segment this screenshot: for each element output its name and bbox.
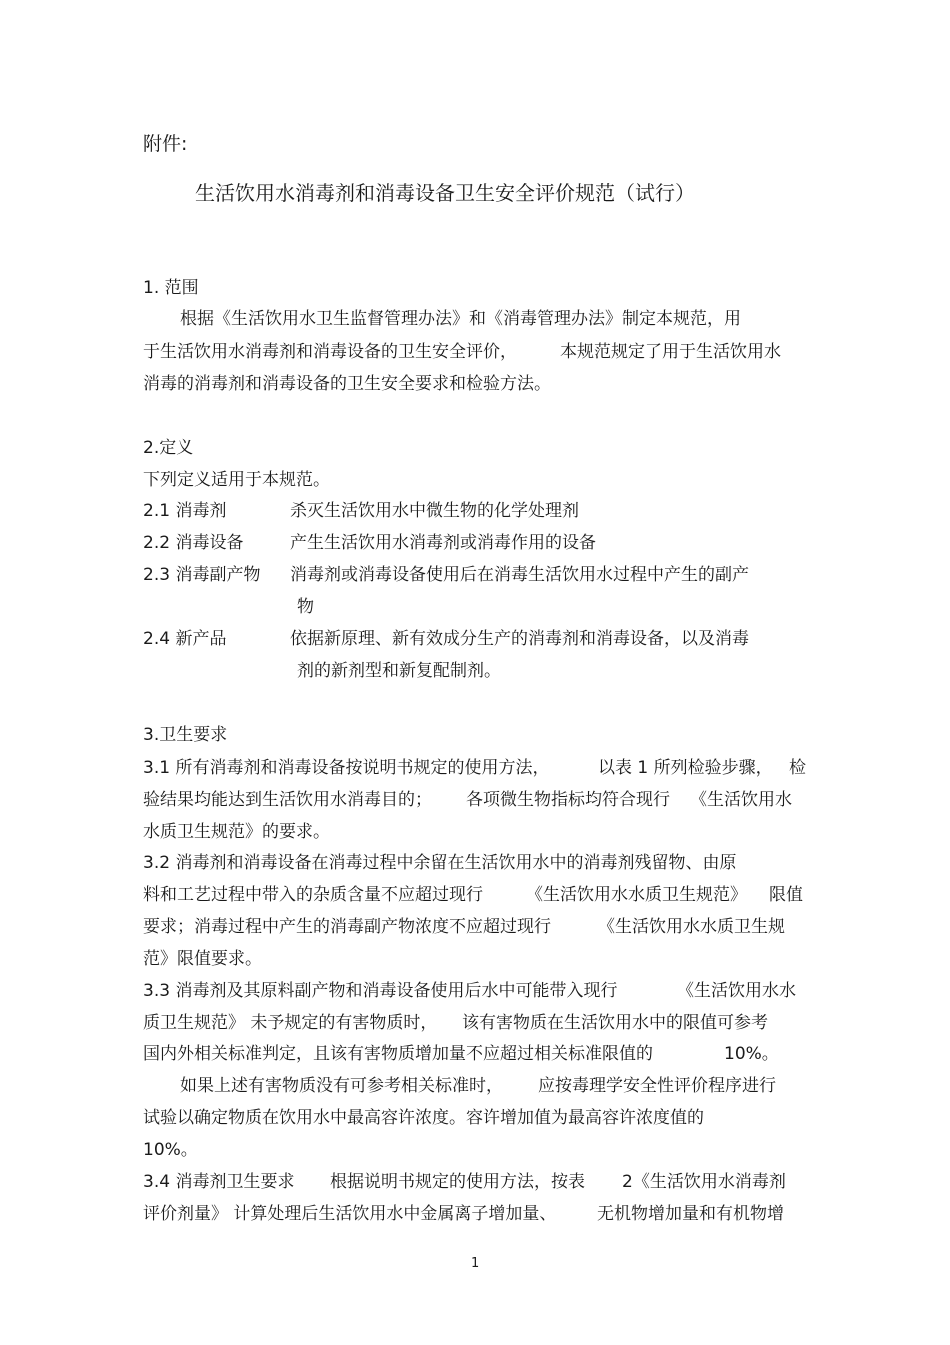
section-3-text: 国内外相关标准判定，且该有害物质增加量不应超过相关标准限值的: [143, 1044, 653, 1064]
section-3-text: 3.1 所有消毒剂和消毒设备按说明书规定的使用方法，: [143, 758, 550, 778]
section-2-heading: 2.定义: [143, 438, 194, 458]
section-3-text: 试验以确定物质在饮用水中最高容许浓度。容许增加值为最高容许浓度值的: [143, 1108, 704, 1128]
section-3-text: 10%。: [724, 1044, 779, 1064]
section-3-text: 水质卫生规范》的要求。: [143, 822, 330, 842]
definition-desc: 杀灭生活饮用水中微生物的化学处理剂: [290, 501, 579, 521]
definition-desc-cont: 剂的新剂型和新复配制剂。: [297, 661, 501, 681]
section-1-line-2a: 于生活饮用水消毒剂和消毒设备的卫生安全评价，: [143, 342, 517, 362]
section-3-text: 《生活饮用水: [690, 790, 792, 810]
attachment-label: 附件:: [143, 133, 188, 155]
section-1-line-1: 根据《生活饮用水卫生监督管理办法》和《消毒管理办法》制定本规范，用: [180, 309, 741, 329]
section-3-text: 应按毒理学安全性评价程序进行: [538, 1076, 776, 1096]
section-3-text: 料和工艺过程中带入的杂质含量不应超过现行: [143, 885, 483, 905]
section-3-text: 《生活饮用水水质卫生规: [598, 917, 785, 937]
definition-desc: 消毒剂或消毒设备使用后在消毒生活饮用水过程中产生的副产: [290, 565, 749, 585]
section-3-text: 验结果均能达到生活饮用水消毒目的；: [143, 790, 432, 810]
definition-term: 2.2 消毒设备: [143, 533, 244, 553]
section-3-text: 2《生活饮用水消毒剂: [622, 1172, 786, 1192]
section-1-line-2b: 本规范规定了用于生活饮用水: [560, 342, 781, 362]
section-3-heading: 3.卫生要求: [143, 725, 228, 745]
section-3-text: 范》限值要求。: [143, 949, 262, 969]
section-3-text: 质卫生规范》 未予规定的有害物质时，: [143, 1013, 438, 1033]
definition-desc: 依据新原理、新有效成分生产的消毒剂和消毒设备，以及消毒: [290, 629, 749, 649]
section-3-text: 3.3 消毒剂及其原料副产物和消毒设备使用后水中可能带入现行: [143, 981, 618, 1001]
section-3-text: 无机物增加量和有机物增: [597, 1204, 784, 1224]
section-1-line-3: 消毒的消毒剂和消毒设备的卫生安全要求和检验方法。: [143, 374, 551, 394]
definition-term: 2.3 消毒副产物: [143, 565, 261, 585]
section-3-text: 根据说明书规定的使用方法，按表: [330, 1172, 585, 1192]
section-3-text: 如果上述有害物质没有可参考相关标准时，: [180, 1076, 503, 1096]
section-3-text: 限值: [769, 885, 803, 905]
definition-desc-cont: 物: [297, 597, 314, 617]
section-1-heading: 1. 范围: [143, 278, 199, 298]
section-3-text: 10%。: [143, 1140, 198, 1160]
section-3-text: 3.2 消毒剂和消毒设备在消毒过程中余留在生活饮用水中的消毒剂残留物、由原: [143, 853, 737, 873]
section-3-text: 该有害物质在生活饮用水中的限值可参考: [462, 1013, 768, 1033]
definition-desc: 产生生活饮用水消毒剂或消毒作用的设备: [290, 533, 596, 553]
section-3-text: 《生活饮用水水质卫生规范》: [526, 885, 747, 905]
document-title: 生活饮用水消毒剂和消毒设备卫生安全评价规范（试行）: [195, 181, 695, 205]
section-3-text: 《生活饮用水水: [677, 981, 796, 1001]
definition-term: 2.1 消毒剂: [143, 501, 227, 521]
section-3-text: 各项微生物指标均符合现行: [466, 790, 670, 810]
section-3-text: 检: [789, 758, 806, 778]
section-3-text: 要求；消毒过程中产生的消毒副产物浓度不应超过现行: [143, 917, 551, 937]
section-3-text: 3.4 消毒剂卫生要求: [143, 1172, 295, 1192]
section-2-intro: 下列定义适用于本规范。: [143, 470, 330, 490]
section-3-text: 评价剂量》 计算处理后生活饮用水中金属离子增加量、: [143, 1204, 557, 1224]
section-3-text: 以表 1 所列检验步骤，: [598, 758, 773, 778]
page-number: 1: [471, 1256, 480, 1271]
definition-term: 2.4 新产品: [143, 629, 227, 649]
